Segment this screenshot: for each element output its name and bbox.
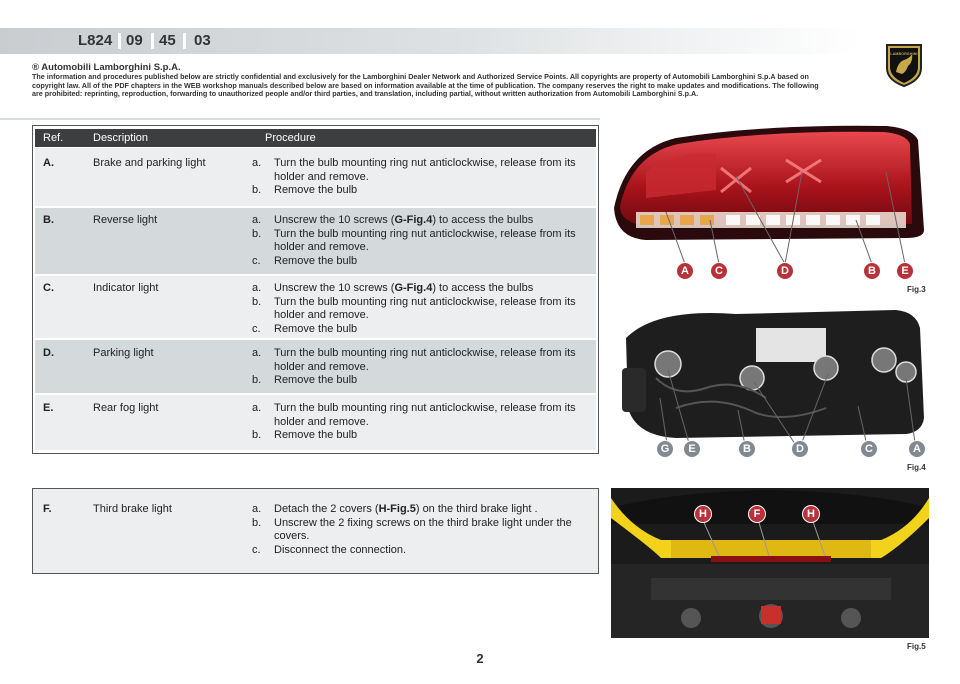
callout-g: G xyxy=(657,441,673,457)
step-text: Turn the bulb mounting ring nut anticlockwise, release from its holder and remove. xyxy=(274,347,576,373)
step-letter: c. xyxy=(252,543,261,556)
step-letter: a. xyxy=(252,157,262,169)
doc-code-page: 03 xyxy=(194,32,211,49)
logo-text: LAMBORGHINI xyxy=(890,52,918,56)
row-ref: B. xyxy=(43,214,54,226)
row-procedure xyxy=(252,157,582,198)
table-row xyxy=(35,340,596,393)
step-text: Remove the bulb xyxy=(274,374,358,386)
table-row xyxy=(35,208,596,274)
callout-a: A xyxy=(909,441,925,457)
page-number: 2 xyxy=(476,651,484,666)
taillight-rear-photo xyxy=(616,298,932,458)
figure-reference: H-Fig.5 xyxy=(378,503,416,515)
callout-e: E xyxy=(897,263,913,279)
step-text: Turn the bulb mounting ring nut anticlockwise, release from its holder and remove. xyxy=(274,402,576,428)
figure-label: Fig.3 xyxy=(907,285,926,294)
procedure-table xyxy=(32,125,599,454)
table-row xyxy=(35,276,596,338)
row-procedure xyxy=(252,214,582,268)
bull-shield-icon xyxy=(884,42,924,88)
callout-e: E xyxy=(684,441,700,457)
row-ref: E. xyxy=(43,402,54,414)
step-text: Turn the bulb mounting ring nut anticlockwise, release from its holder and remove. xyxy=(274,295,576,321)
divider xyxy=(0,118,600,120)
row-ref: A. xyxy=(43,157,54,169)
doc-code-model: L824 xyxy=(78,32,113,49)
step-text: Unscrew the 10 screws ( xyxy=(274,282,395,294)
copyright-text: The information and procedures published below are strictly confidential and exclusively for the Lamborghini Dealer Network and Authorized Service Points. All copyrights are property of Automobili Lamborghini S.p.A based on copyright law. All of the PDF chapters in the WEB workshop manuals described below are based on information available at the time of publication. The company reserves the right to make updates and modifications. The following are prohibited: reprinting, reproduction, forwarding to unauthorized people and/or third parties, and translation, including partial, without written authorization from Automobili Lamborghini S.p.A. xyxy=(32,72,819,99)
callout-a: A xyxy=(677,263,693,279)
step-letter: c. xyxy=(252,254,261,267)
row-ref: D. xyxy=(43,347,54,359)
header-ref: Ref. xyxy=(43,132,64,144)
table-header xyxy=(35,129,596,147)
copyright-title: ® Automobili Lamborghini S.p.A. xyxy=(32,62,181,73)
callout-d: D xyxy=(777,263,793,279)
callout-c: C xyxy=(711,263,727,279)
row-description: Parking light xyxy=(93,347,154,359)
figure-reference: G-Fig.4 xyxy=(394,214,433,226)
code-separator xyxy=(151,33,154,49)
step-text: Unscrew the 2 fixing screws on the third brake light under the covers. xyxy=(274,516,572,542)
step-letter: b. xyxy=(252,227,262,240)
row-description: Rear fog light xyxy=(93,402,159,414)
callout-b: B xyxy=(864,263,880,279)
step-letter: a. xyxy=(252,402,262,414)
step-letter: c. xyxy=(252,322,261,335)
figure-label: Fig.4 xyxy=(907,463,926,472)
step-letter: b. xyxy=(252,295,262,308)
table-row xyxy=(35,148,596,206)
row-procedure xyxy=(252,503,582,557)
row-ref: F. xyxy=(43,503,52,515)
figure-label: Fig.5 xyxy=(907,642,926,651)
step-letter: a. xyxy=(252,282,262,294)
step-text: Disconnect the connection. xyxy=(274,543,407,556)
step-letter: a. xyxy=(252,347,262,359)
table-row xyxy=(35,503,596,563)
step-text: Remove the bulb xyxy=(274,322,358,335)
callout-h: H xyxy=(695,506,711,522)
callout-f: F xyxy=(749,506,765,522)
step-letter: a. xyxy=(252,214,262,226)
step-text: Turn the bulb mounting ring nut anticlockwise, release from its holder and remove. xyxy=(274,227,576,253)
step-text: Turn the bulb mounting ring nut anticlockwise, release from its holder and remove. xyxy=(274,157,576,183)
row-ref: C. xyxy=(43,282,54,294)
row-description: Third brake light xyxy=(93,503,172,515)
step-letter: b. xyxy=(252,184,262,196)
code-separator xyxy=(118,33,121,49)
doc-code-group: 09 xyxy=(126,32,143,49)
step-text: Detach the 2 covers ( xyxy=(274,503,379,515)
row-procedure xyxy=(252,402,582,443)
header-procedure: Procedure xyxy=(265,132,316,144)
step-text: ) on the third brake light . xyxy=(415,503,538,515)
third-brake-light-photo xyxy=(611,488,929,638)
step-letter: a. xyxy=(252,503,262,515)
row-description: Reverse light xyxy=(93,214,158,226)
step-text: Remove the bulb xyxy=(274,429,358,441)
callout-c: C xyxy=(861,441,877,457)
callout-b: B xyxy=(739,441,755,457)
step-letter: b. xyxy=(252,374,262,386)
step-letter: b. xyxy=(252,516,262,529)
procedure-table-third-brake xyxy=(32,488,599,574)
step-text: Remove the bulb xyxy=(274,184,358,196)
step-text: Unscrew the 10 screws ( xyxy=(274,214,395,226)
callout-h: H xyxy=(803,506,819,522)
copyright-notice xyxy=(32,62,824,99)
taillight-front-photo xyxy=(606,120,932,286)
step-text: ) to access the bulbs xyxy=(432,214,534,226)
step-text: Remove the bulb xyxy=(274,254,358,267)
row-procedure xyxy=(252,347,582,388)
doc-code-section: 45 xyxy=(159,32,176,49)
code-separator xyxy=(183,33,186,49)
table-row xyxy=(35,395,596,450)
row-description: Brake and parking light xyxy=(93,157,206,169)
figure-reference: G-Fig.4 xyxy=(394,282,433,294)
row-description: Indicator light xyxy=(93,282,159,294)
step-text: ) to access the bulbs xyxy=(432,282,534,294)
step-letter: b. xyxy=(252,429,262,441)
header-description: Description xyxy=(93,132,149,144)
callout-d: D xyxy=(792,441,808,457)
row-procedure xyxy=(252,282,582,336)
